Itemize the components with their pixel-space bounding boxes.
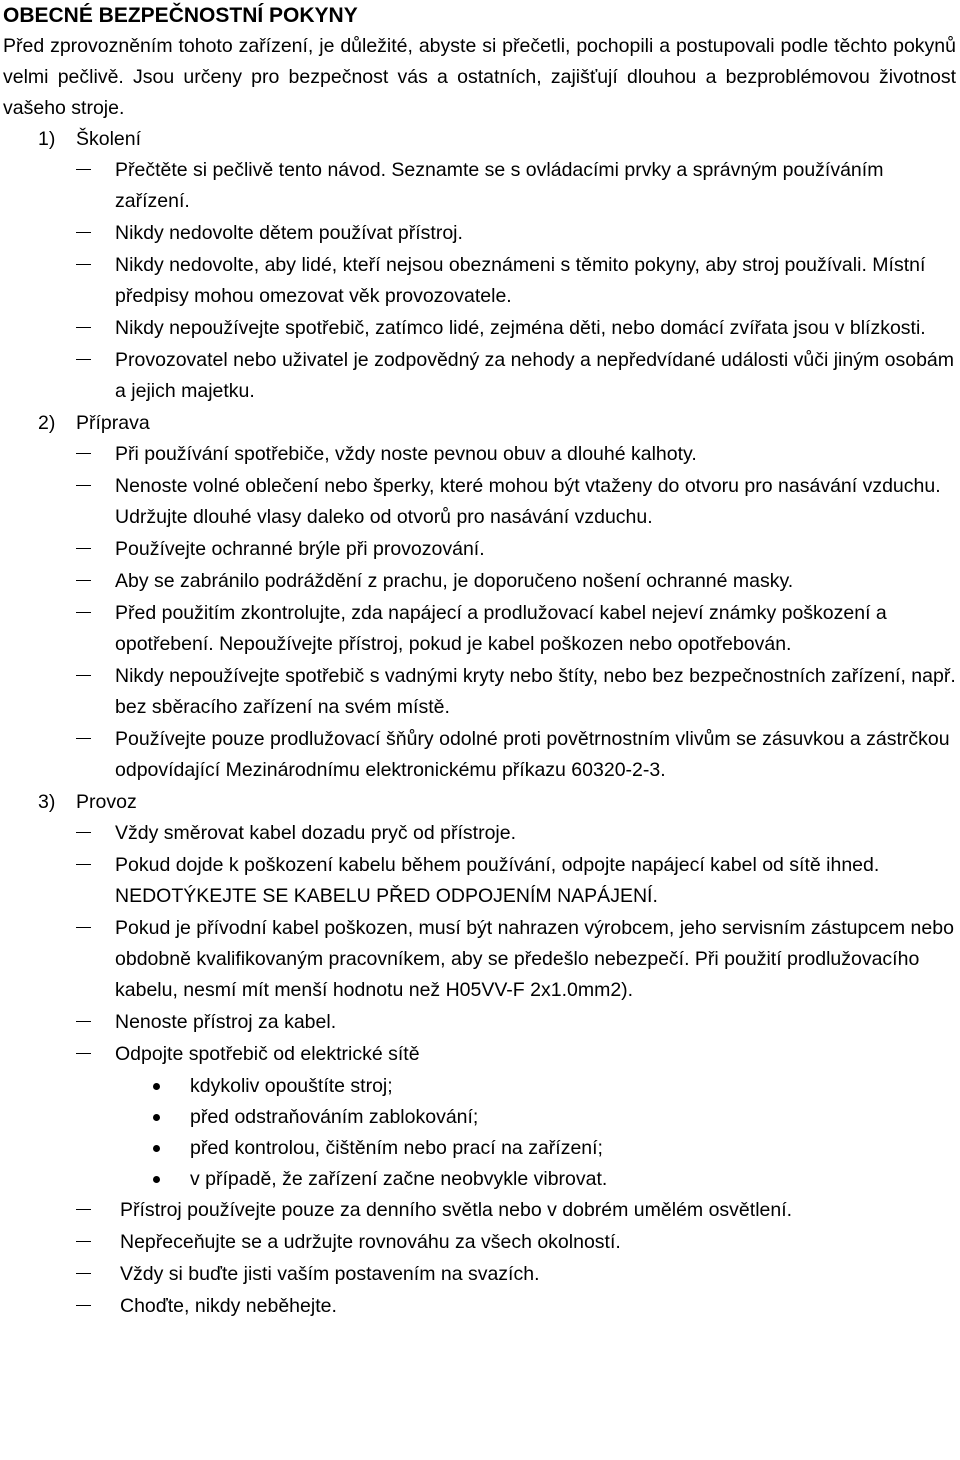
list-item: Nikdy nepoužívejte spotřebič, zatímco lidé, zejména děti, nebo domácí zvířata jsou v blízkosti. xyxy=(0,313,960,344)
dash-icon xyxy=(76,453,91,454)
dash-icon xyxy=(76,169,91,170)
list-item: Provozovatel nebo uživatel je zodpovědný za nehody a nepředvídané události vůči jiným osobám a jejich majetku. xyxy=(0,345,960,407)
list-item: Odpojte spotřebič od elektrické sítě xyxy=(0,1039,960,1070)
dash-icon xyxy=(76,675,91,676)
dash-icon xyxy=(76,232,91,233)
bullet-item: před odstraňováním zablokování; xyxy=(0,1102,960,1133)
list-item: Aby se zabránilo podráždění z prachu, je doporučeno nošení ochranné masky. xyxy=(0,566,960,597)
dash-icon xyxy=(76,1241,91,1242)
bullet-icon xyxy=(153,1083,160,1090)
list-item: Nenoste přístroj za kabel. xyxy=(0,1007,960,1038)
dash-icon xyxy=(76,485,91,486)
section-heading-2 xyxy=(38,408,960,439)
section-number: 1) xyxy=(38,128,56,150)
dash-icon xyxy=(76,738,91,739)
dash-icon xyxy=(76,1053,91,1054)
list-item: Nepřeceňujte se a udržujte rovnováhu za všech okolností. xyxy=(0,1227,960,1258)
intro-paragraph: Před zprovozněním tohoto zařízení, je důležité, abyste si přečetli, pochopili a postupovali podle těchto pokynů velmi pečlivě. Jsou určeny pro bezpečnost vás a ostatních, zajišťují dlouhou a bezproblémovou životnost vašeho stroje. xyxy=(3,35,956,119)
list-item: Nenoste volné oblečení nebo šperky, které mohou být vtaženy do otvoru pro nasávání vzduchu. Udržujte dlouhé vlasy daleko od otvorů pro nasávání vzduchu. xyxy=(0,471,960,533)
page-title: OBECNÉ BEZPEČNOSTNÍ POKYNY xyxy=(3,4,358,27)
dash-icon xyxy=(76,832,91,833)
bullet-icon xyxy=(153,1114,160,1121)
list-item: Při používání spotřebiče, vždy noste pevnou obuv a dlouhé kalhoty. xyxy=(0,439,960,470)
list-item: Používejte ochranné brýle při provozování. xyxy=(0,534,960,565)
list-item: Choďte, nikdy neběhejte. xyxy=(0,1291,960,1322)
dash-icon xyxy=(76,864,91,865)
section-title: Školení xyxy=(76,128,142,150)
section-number: 3) xyxy=(38,791,56,813)
dash-icon xyxy=(76,1273,91,1274)
list-item: Před použitím zkontrolujte, zda napájecí a prodlužovací kabel nejeví známky poškození a opotřebení. Nepoužívejte přístroj, pokud je kabel poškozen nebo opotřebován. xyxy=(0,598,960,660)
dash-icon xyxy=(76,927,91,928)
list-item: Nikdy nepoužívejte spotřebič s vadnými kryty nebo štíty, nebo bez bezpečnostních zařízení, např. bez sběracího zařízení na svém místě. xyxy=(0,661,960,723)
dash-icon xyxy=(76,580,91,581)
section-number: 2) xyxy=(38,412,56,434)
dash-icon xyxy=(76,327,91,328)
dash-icon xyxy=(76,548,91,549)
list-item: Pokud je přívodní kabel poškozen, musí být nahrazen výrobcem, jeho servisním zástupcem nebo obdobně kvalifikovaným pracovníkem, aby se předešlo nebezpečí. Při použití prodlužovacího kabelu, nesmí mít menší hodnotu než H05VV-F 2x1.0mm2). xyxy=(0,913,960,1006)
list-item: Vždy směrovat kabel dozadu pryč od přístroje. xyxy=(0,818,960,849)
section-title: Příprava xyxy=(76,412,150,434)
dash-icon xyxy=(76,264,91,265)
bullet-icon xyxy=(153,1145,160,1152)
section-title: Provoz xyxy=(76,791,137,813)
bullet-item: kdykoliv opouštíte stroj; xyxy=(0,1071,960,1102)
dash-icon xyxy=(76,1021,91,1022)
list-item: Nikdy nedovolte, aby lidé, kteří nejsou obeznámeni s těmito pokyny, aby stroj používali. Místní předpisy mohou omezovat věk provozovatele. xyxy=(0,250,960,312)
dash-icon xyxy=(76,612,91,613)
bullet-icon xyxy=(153,1176,160,1183)
list-item: Pokud dojde k poškození kabelu během používání, odpojte napájecí kabel od sítě ihned. NEDOTÝKEJTE SE KABELU PŘED ODPOJENÍM NAPÁJENÍ. xyxy=(0,850,960,912)
dash-icon xyxy=(76,359,91,360)
section-heading-1 xyxy=(38,124,960,155)
list-item: Používejte pouze prodlužovací šňůry odolné proti povětrnostním vlivům se zásuvkou a zástrčkou odpovídající Mezinárodnímu elektronickému příkazu 60320-2-3. xyxy=(0,724,960,786)
section-heading-3 xyxy=(38,787,960,818)
dash-icon xyxy=(76,1305,91,1306)
list-item: Vždy si buďte jisti vaším postavením na svazích. xyxy=(0,1259,960,1290)
dash-icon xyxy=(76,1209,91,1210)
bullet-item: před kontrolou, čištěním nebo prací na zařízení; xyxy=(0,1133,960,1164)
bullet-item: v případě, že zařízení začne neobvykle vibrovat. xyxy=(0,1164,960,1195)
list-item: Přečtěte si pečlivě tento návod. Seznamte se s ovládacími prvky a správným používáním zařízení. xyxy=(0,155,960,217)
list-item: Nikdy nedovolte dětem používat přístroj. xyxy=(0,218,960,249)
list-item: Přístroj používejte pouze za denního světla nebo v dobrém umělém osvětlení. xyxy=(0,1195,960,1226)
